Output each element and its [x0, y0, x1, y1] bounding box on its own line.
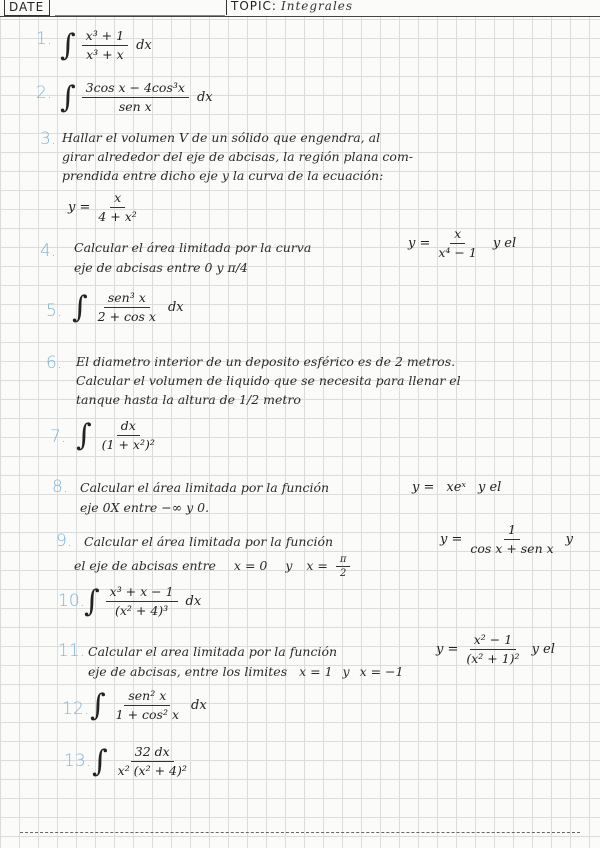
curve-equation — [68, 190, 145, 225]
problem-number: 12. — [62, 699, 90, 719]
integral-expression — [90, 688, 207, 723]
integral-sign: ∫ — [92, 743, 108, 779]
statement-line: Calcular el volumen de liquido que se necesita para llenar el — [76, 373, 461, 388]
fraction — [82, 80, 189, 115]
date-line — [55, 15, 225, 16]
bounds-join: y — [285, 558, 293, 573]
numerator: sen² x — [124, 688, 170, 706]
numerator: x³ + x − 1 — [106, 584, 178, 602]
statement-line: girar alrededor del eje de abcisas, la región plana com- — [62, 149, 414, 164]
integral-sign: ∫ — [72, 289, 88, 325]
topic-field — [226, 0, 353, 15]
numerator: 3cos x − 4cos³x — [82, 80, 189, 98]
fraction — [112, 688, 183, 723]
numerator: x³ + 1 — [82, 28, 128, 46]
differential: dx — [196, 90, 213, 105]
differential: dx — [167, 300, 184, 315]
page-header — [0, 0, 600, 17]
problem-number: 8. — [52, 477, 69, 497]
numerator: 32 dx — [131, 744, 174, 762]
statement-line: tanque hasta la altura de 1/2 metro — [76, 392, 301, 407]
integral-sign: ∫ — [76, 417, 92, 453]
denominator: sen x — [118, 99, 152, 114]
denominator: cos x + sen x — [470, 541, 554, 556]
problem-number: 7. — [50, 427, 67, 447]
problem-number: 1. — [36, 29, 53, 49]
problem-number: 11. — [58, 641, 86, 661]
upper-bound-lhs: x = — [306, 558, 328, 573]
statement-tail: y el — [492, 236, 517, 251]
fraction — [106, 584, 178, 619]
differential: dx — [191, 698, 207, 713]
problem-statement-line-2: eje de abcisas entre 0 y π/4 — [74, 260, 248, 275]
problem-number: 10. — [58, 591, 86, 611]
upper-bound: x = −1 — [359, 664, 404, 679]
problem-number: 2. — [36, 83, 53, 103]
date-label: DATE — [4, 0, 50, 16]
problem-statement-line-1: Calcular el área limitada por la curva — [74, 240, 312, 255]
numerator: sen³ x — [104, 290, 150, 308]
problem-number: 6. — [46, 353, 63, 373]
integral-expression — [84, 584, 201, 619]
numerator: 1 — [504, 522, 520, 540]
equation-rhs: xeˣ — [446, 480, 467, 495]
integral-sign: ∫ — [60, 79, 76, 115]
denominator: x² (x² + 4)² — [117, 763, 187, 778]
equation-lhs: y = — [440, 532, 463, 547]
function-equation — [412, 478, 501, 497]
problem-statement-line-2: el eje de abcisas entre x = 0 y x = $\frac{\pi}{2}$ — [74, 554, 594, 579]
denominator: (x² + 1)² — [466, 651, 520, 666]
equation-lhs: y = — [412, 480, 435, 495]
problem-statement-line-1: Calcular el área limitada por la función — [80, 480, 330, 495]
fraction — [114, 744, 191, 779]
problem-number: 4. — [40, 241, 57, 261]
numerator: x — [450, 226, 465, 244]
problem-number: 13. — [64, 751, 92, 771]
denominator: (x² + 4)³ — [114, 603, 169, 618]
lower-bound: x = 0 — [233, 558, 268, 573]
denominator: 2 + cos x — [97, 309, 156, 324]
topic-value: Integrales — [280, 0, 354, 13]
problem-statement-line-2: eje 0X entre −∞ y 0. — [80, 500, 210, 515]
differential: dx — [136, 38, 152, 53]
integral-expression — [72, 290, 184, 325]
lower-bound: x = 1 — [299, 664, 333, 679]
integral-sign: ∫ — [90, 687, 106, 723]
statement-tail: y el — [478, 480, 502, 495]
problem-number: 3. — [40, 129, 57, 149]
numerator: dx — [117, 418, 140, 436]
statement-line: Hallar el volumen V de un sólido que engendra, al — [62, 130, 381, 145]
equation-lhs: y = — [68, 200, 91, 215]
integral-expression — [92, 744, 195, 779]
statement-line: El diametro interior de un deposito esférico es de 2 metros. — [76, 354, 456, 369]
topic-label: TOPIC: — [231, 0, 277, 13]
problem-number: 5. — [46, 301, 63, 321]
numerator: x² − 1 — [470, 632, 516, 650]
problem-number: 9. — [56, 531, 73, 551]
curve-equation — [408, 226, 516, 261]
equation-lhs: y = — [408, 236, 431, 251]
fraction — [82, 28, 128, 63]
denominator: 1 + cos² x — [115, 707, 179, 722]
integral-expression — [60, 80, 213, 115]
integral-expression — [76, 418, 163, 453]
fraction — [466, 522, 557, 557]
equation-lhs: y = — [436, 642, 459, 657]
statement-line: prendida entre dicho eje y la curva de la ecuación: — [62, 168, 384, 183]
integral-expression — [60, 28, 152, 63]
denominator: x⁴ − 1 — [438, 245, 477, 260]
bounds-join: y — [342, 664, 350, 679]
upper-bound-fraction: $\frac{\pi}{2}$ — [336, 554, 351, 579]
denominator: (1 + x²)² — [101, 437, 155, 452]
fraction — [94, 190, 140, 225]
numerator: x — [110, 190, 125, 208]
fraction — [94, 290, 160, 325]
statement-tail: y el — [531, 642, 555, 657]
integral-sign: ∫ — [84, 583, 100, 619]
fraction — [98, 418, 159, 453]
problem-statement — [76, 352, 586, 409]
problem-statement-line-1: Calcular el area limitada por la función — [88, 644, 338, 659]
differential: dx — [185, 594, 202, 609]
bottom-dashed-line — [20, 832, 580, 833]
problem-statement-line-1: Calcular el área limitada por la función — [84, 534, 334, 549]
fraction — [434, 226, 480, 261]
denominator: 4 + x² — [98, 209, 137, 224]
statement-tail: y — [565, 532, 574, 547]
function-equation — [440, 522, 573, 557]
integral-sign: ∫ — [60, 27, 76, 63]
denominator: x³ + x — [86, 47, 124, 62]
problem-statement-line-2: eje de abcisas, entre los limites x = 1 y x = −1 — [88, 664, 404, 679]
problem-statement — [62, 128, 567, 185]
